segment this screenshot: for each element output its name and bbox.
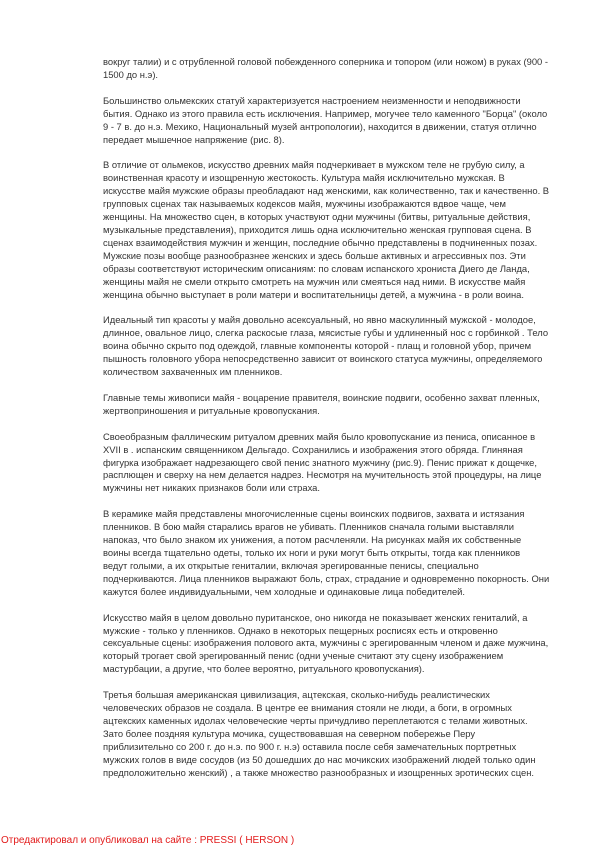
publisher-footer: Отредактировал и опубликовал на сайте : PRESSI ( HERSON ): [1, 835, 295, 846]
text-line: мастурбации, а другие, что более вероятно, ритуального кровопускания).: [103, 663, 425, 675]
text-line: 1500 до н.э).: [103, 68, 159, 80]
text-line: В отличие от ольмеков, искусство древних майя подчеркивает в мужском теле не грубую силу, а: [103, 159, 525, 171]
text-line: количеством захваченных им пленников.: [103, 366, 283, 378]
paragraph: [103, 612, 553, 677]
text-line: искусстве майя мужские образы преобладают над женскими, как количественно, так и качественно. В: [103, 185, 550, 197]
text-line: женщины. На множество сцен, в которых участвуют одни мужчины (битвы, ритуальные действия,: [103, 211, 531, 223]
text-line: Главные темы живописи майя - воцарение правителя, воинские подвиги, особенно захват пленных,: [103, 391, 540, 403]
paragraph: [103, 314, 553, 379]
text-line: сценах взаимодействия мужчин и женщин, последние обычно представлены в подчиненных позах.: [103, 236, 538, 248]
text-line: музыкальные представления), приходится лишь одна исключительно женская групповая сцена. В: [103, 223, 532, 235]
text-line: Большинство ольмекских статуй характеризуется настроением неизменности и неподвижности: [103, 94, 521, 106]
paragraph: [103, 95, 553, 147]
text-line: Искусство майя в целом довольно пуританское, оно никогда не показывает женских гениталий, а: [103, 611, 528, 623]
text-line: который трогает свой эрегированный пенис (одни ученые считают эту сцену изображением: [103, 650, 504, 662]
text-line: вокруг талии) и с отрубленной головой побежденного соперника и топором (или ножом) в руках (900 -: [103, 56, 548, 67]
text-line: мужчины нет никаких признаков боли или страха.: [103, 482, 320, 494]
text-line: сексуальные сцены: изображения полового акта, мужчины с эрегированным членом и даже мужчина,: [103, 637, 549, 649]
document-body: [103, 56, 553, 793]
text-line: Своеобразным фаллическим ритуалом древних майя было кровопускание из пениса, описанное в: [103, 430, 536, 442]
text-line: мужские - только у пленников. Однако в некоторых пещерных росписях есть и откровенно: [103, 624, 498, 636]
paragraph: [103, 56, 553, 82]
text-line: пленников. В бою майя старались врагов не убивать. Пленников сначала голыми выставляли: [103, 521, 514, 533]
paragraph: [103, 431, 553, 496]
text-line: образы соответствуют историческим описаниям: по словам испанского хрониста Диего де Ланда,: [103, 262, 530, 274]
text-line: подчеркиваются. Лица пленников выражают боль, страх, страдание и одновременно покорность. Они: [103, 572, 550, 584]
text-line: пышность головного убора непосредственно зависит от воинского статуса мужчины, определяемого: [103, 353, 543, 365]
paragraph: [103, 508, 553, 598]
text-line: напоказ, что было знаком их унижения, а потом расчленяли. На рисунках майя их собственные: [103, 534, 522, 546]
text-line: человеческих образов не создала. В центре ее внимания стояли не люди, а боги, в огромных: [103, 702, 512, 714]
text-line: мужских голов в виде сосудов (из 50 дошедших до нас мочикских изображений людей только один: [103, 753, 536, 765]
text-line: жертвоприношения и ритуальные кровопускания.: [103, 404, 320, 416]
text-line: воина обычно скрыто под одеждой, главные компоненты которой - плащ и головной убор, причем: [103, 340, 532, 352]
paragraph: [103, 689, 553, 779]
text-line: Третья большая американская цивилизация, ацтекская, сколько-нибудь реалистических: [103, 689, 490, 701]
text-line: кажутся более индивидуальными, чем холодные и одинаковые лица победителей.: [103, 585, 466, 597]
text-line: XVII в . испанским священником Дельгадо. Сохранились и изображения этого обряда. Глиняная: [103, 443, 523, 455]
text-line: женщина обычно выступает в роли матери и воспитательницы детей, а мужчина - в роли воина.: [103, 288, 524, 300]
text-line: воины всегда тщательно одеты, только их ноги и руки могут быть открыты, тогда как пленников: [103, 547, 521, 558]
text-line: ацтекских каменных идолах человеческие черты причудливо переплетаются с телами животных.: [103, 714, 528, 726]
paragraph: [103, 159, 553, 301]
text-line: расплющен и сверху на нем делается надрез. Несмотря на мучительность этой процедуры, на лице: [103, 469, 542, 481]
paragraph: [103, 392, 553, 418]
text-line: 9 - 7 в. до н.э. Мехико, Национальный музей антропологии), находится в движении, статуя отлично: [103, 120, 537, 132]
text-line: Идеальный тип красоты у майя довольно асексуальный, но явно маскулинный мужской - молодое,: [103, 314, 536, 326]
text-line: Мужские позы вообще разнообразнее женских и здесь больше активных и агрессивных поз. Эти: [103, 249, 526, 261]
text-line: воинственная красоту и изощренную жестокость. Культура майя исключительно мужская. В: [103, 172, 505, 184]
text-line: фигурка изображает надрезающего свой пенис знатного мужчину (рис.9). Пенис прижат к дощечке,: [103, 456, 537, 468]
text-line: женщины майя не смели открыто смотреть на мужчин или смеяться над ними. В искусстве майя: [103, 275, 526, 287]
text-line: Зато более поздняя культура мочика, существовавшая на северном побережье Перу: [103, 727, 476, 739]
text-line: длинное, овальное лицо, слегка раскосые глаза, мясистые губы и удлиненный нос с горбинкой . Тело: [103, 327, 549, 339]
text-line: приблизительно со 200 г. до н.э. по 900 г. н.э) оставила после себя замечательных портретных: [103, 740, 517, 752]
text-line: предположительно женский) , а также множество разнообразных и изощренных эротических сцен.: [103, 766, 534, 778]
text-line: групповых сценах так называемых кодексов майя, мужчины изображаются вдвое чаще, чем: [103, 198, 506, 210]
text-line: В керамике майя представлены многочисленные сцены воинских подвигов, захвата и истязания: [103, 508, 525, 520]
text-line: передает мышечное напряжение (рис. 8).: [103, 133, 285, 145]
text-line: ведут голыми, а их открытые гениталии, включая эрегированные пенисы, специально: [103, 559, 479, 571]
text-line: бытия. Однако из этого правила есть исключения. Например, могучее тело каменного "Борца" (около: [103, 107, 548, 119]
